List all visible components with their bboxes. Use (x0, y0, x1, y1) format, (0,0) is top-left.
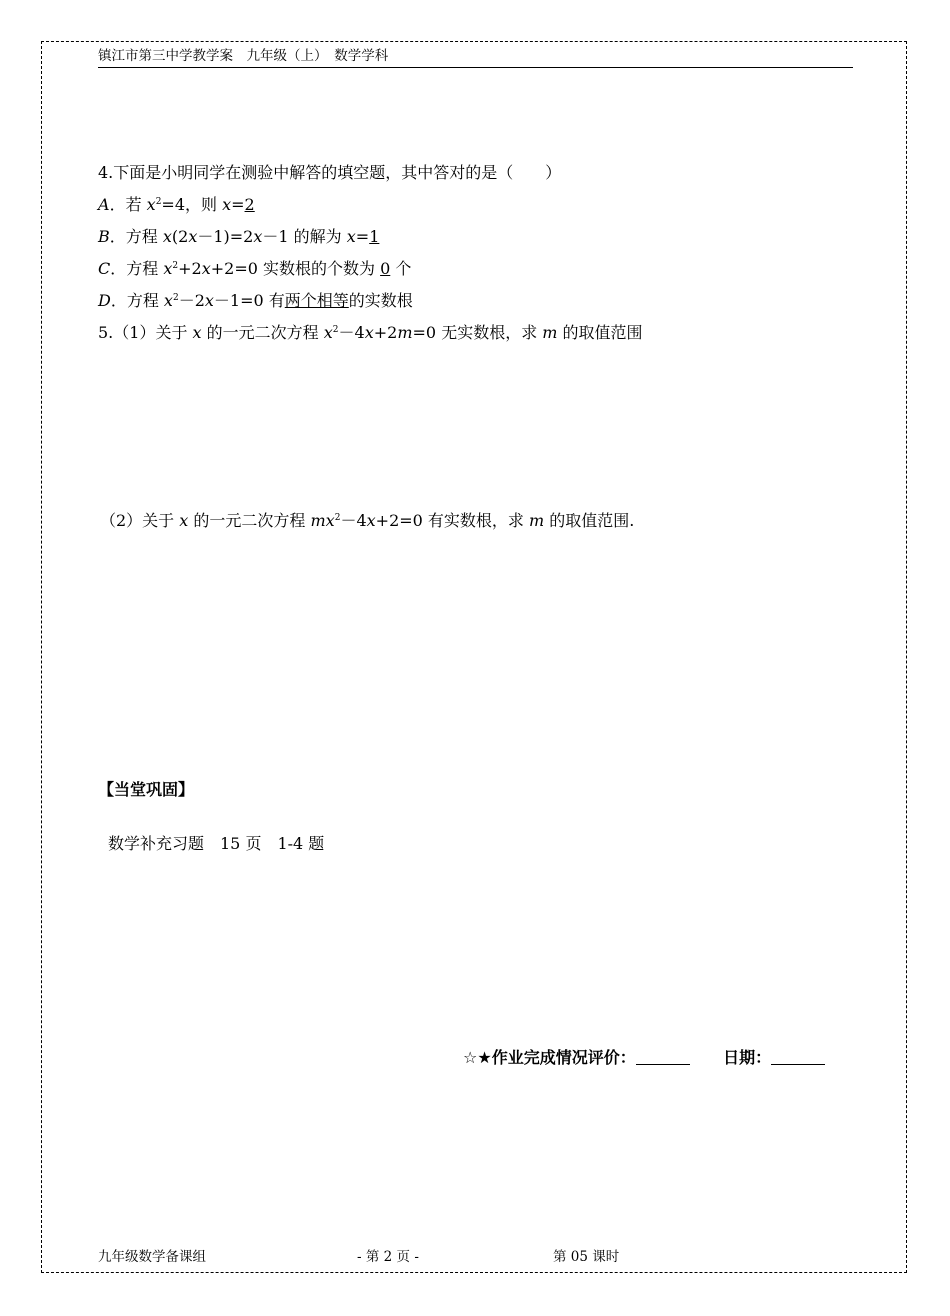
question-4-option-d: D．方程 $x^2-2x-1=0$ 有两个相等的实数根 (98, 291, 413, 310)
question-4-option-c: C．方程 $x^2+2x+2=0$ 实数根的个数为 0 个 (98, 259, 412, 278)
evaluation-row (463, 1047, 855, 1069)
question-5-part-2: （2）关于 x 的一元二次方程 $mx^2-4x+2=0$ 有实数根，求 m 的取值范围. (100, 511, 635, 530)
question-4-option-b: B．方程 x(2x－1)=2x－1 的解为 x=1 (98, 227, 380, 246)
date-label: 日期： (723, 1048, 772, 1067)
homework-text: 数学补充习题 15 页 1-4 题 (108, 834, 325, 853)
question-4-stem: 4.下面是小明同学在测验中解答的填空题，其中答对的是（ ） (98, 163, 562, 182)
answer-d: 两个相等 (284, 291, 349, 310)
footer-lesson: 第 05 课时 (553, 1249, 620, 1265)
footer-page-number: - 第 2 页 - (357, 1249, 419, 1265)
question-4-option-a: A．若 $x^2=4$，则 x=2 (98, 195, 255, 214)
consolidation-title: 【当堂巩固】 (98, 780, 195, 799)
evaluation-blank (636, 1050, 690, 1065)
date-blank (771, 1050, 825, 1065)
answer-a: 2 (244, 195, 255, 214)
page-header: 镇江市第三中学教学案 九年级（上） 数学学科 (98, 47, 853, 68)
answer-c: 0 (380, 259, 391, 278)
answer-b: 1 (369, 227, 380, 246)
footer-group: 九年级数学备课组 (98, 1249, 206, 1265)
question-5-part-1: 5.（1）关于 x 的一元二次方程 $x^2-4x+2m=0$ 无实数根，求 m 的取值范围 (98, 323, 643, 342)
evaluation-label: ☆★作业完成情况评价： (463, 1048, 636, 1067)
